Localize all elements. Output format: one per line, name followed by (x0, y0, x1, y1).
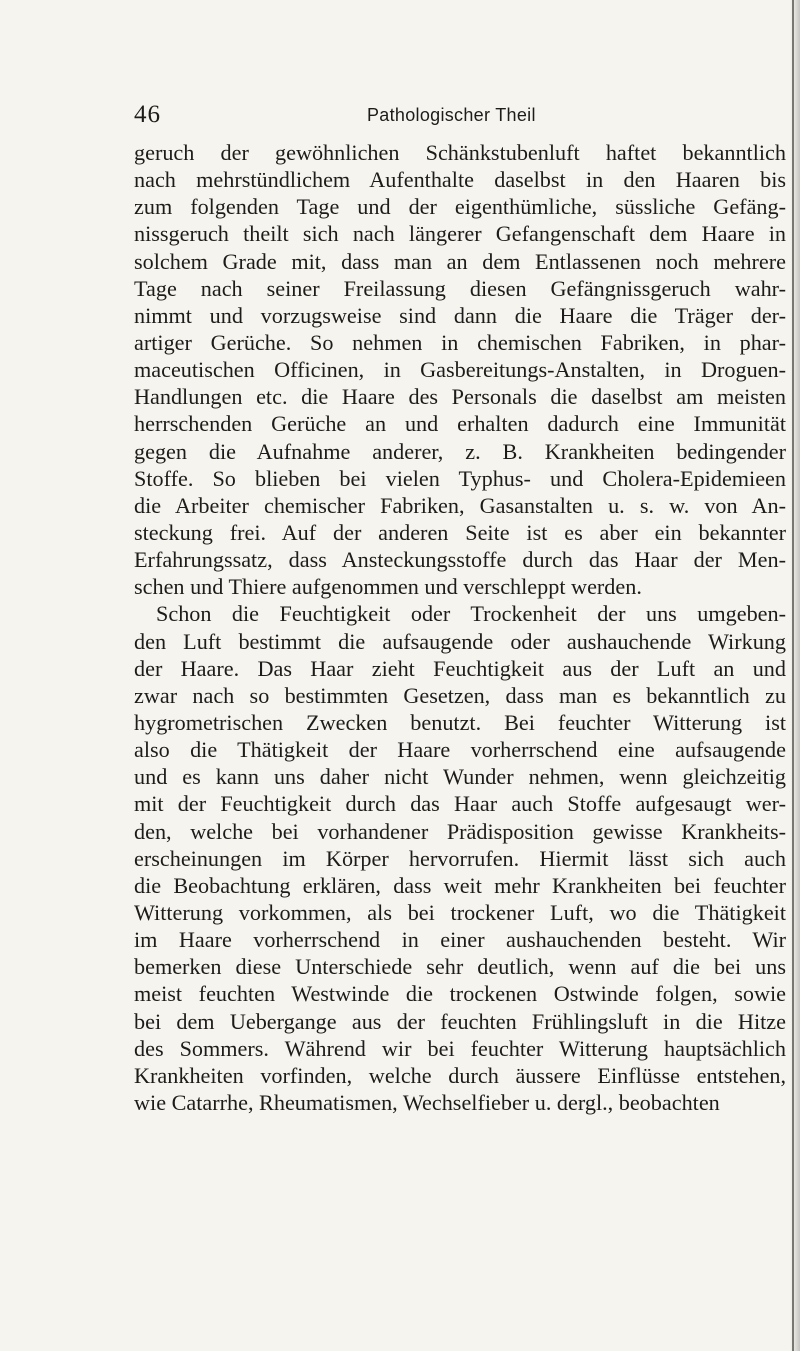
body-text (134, 139, 786, 1116)
text-line: des Sommers. Während wir bei feuchter Witterung hauptsächlich (134, 1035, 786, 1061)
text-line: geruch der gewöhnlichen Schänkstubenluft haftet bekanntlich (134, 140, 786, 165)
page-number: 46 (134, 101, 161, 128)
text-line: maceutischen Officinen, in Gasbereitungs-Anstalten, in Droguen- (134, 357, 786, 383)
text-line: Witterung vorkommen, als bei trockener Luft, wo die Thätigkeit (134, 899, 786, 925)
text-line: den Luft bestimmt die aufsaugende oder aushauchende Wirkung (134, 628, 786, 654)
text-line: Handlungen etc. die Haare des Personals die daselbst am meisten (134, 384, 786, 410)
text-line: die Beobachtung erklären, dass weit mehr Krankheiten bei feuchter (134, 872, 786, 898)
text-line: herrschenden Gerüche an und erhalten dadurch eine Immunität (134, 411, 786, 437)
text-line: Erfahrungssatz, dass Ansteckungsstoffe durch das Haar der Men- (134, 547, 786, 573)
text-line: bei dem Uebergange aus der feuchten Frühlingsluft in die Hitze (134, 1008, 786, 1034)
text-line: nach mehrstündlichem Aufenthalte daselbst in den Haaren bis (134, 167, 786, 193)
text-line: also die Thätigkeit der Haare vorherrschend eine aufsaugende (134, 737, 786, 763)
text-line: Tage nach seiner Freilassung diesen Gefängnissgeruch wahr- (134, 275, 786, 301)
text-line: zum folgenden Tage und der eigenthümliche, süssliche Gefäng- (134, 194, 786, 220)
text-line: mit der Feuchtigkeit durch das Haar auch Stoffe aufgesaugt wer- (134, 791, 786, 817)
text-line: steckung frei. Auf der anderen Seite ist es aber ein bekannter (134, 519, 786, 545)
text-line: die Arbeiter chemischer Fabriken, Gasanstalten u. s. w. von An- (134, 492, 786, 518)
text-line: bemerken diese Unterschiede sehr deutlich, wenn auf die bei uns (134, 954, 786, 980)
text-line: Krankheiten vorfinden, welche durch äussere Einflüsse entstehen, (134, 1062, 786, 1088)
text-line: erscheinungen im Körper hervorrufen. Hiermit lässt sich auch (134, 845, 786, 871)
text-line: meist feuchten Westwinde die trockenen Ostwinde folgen, sowie (134, 981, 786, 1007)
text-line: nissgeruch theilt sich nach längerer Gefangenschaft dem Haare in (134, 221, 786, 247)
running-head: Pathologischer Theil (367, 105, 536, 125)
text-line: den, welche bei vorhandener Prädisposition gewisse Krankheits- (134, 818, 786, 844)
page-edge-line (792, 0, 794, 1351)
text-line: solchem Grade mit, dass man an dem Entlassenen noch mehrere (134, 248, 786, 274)
text-line: gegen die Aufnahme anderer, z. B. Krankheiten bedingender (134, 438, 786, 464)
page-header (134, 100, 784, 130)
text-line: im Haare vorherrschend in einer aushauchenden besteht. Wir (134, 927, 786, 953)
text-line: zwar nach so bestimmten Gesetzen, dass man es bekanntlich zu (134, 682, 786, 708)
text-line: hygrometrischen Zwecken benutzt. Bei feuchter Witterung ist (134, 709, 786, 735)
text-line: wie Catarrhe, Rheumatismen, Wechselfieber u. dergl., beobachten (134, 1089, 720, 1115)
text-line: der Haare. Das Haar zieht Feuchtigkeit aus der Luft an und (134, 655, 786, 681)
text-line: Stoffe. So blieben bei vielen Typhus- und Cholera-Epidemieen (134, 465, 786, 491)
text-line: nimmt und vorzugsweise sind dann die Haare die Träger der- (134, 302, 786, 328)
text-line: schen und Thiere aufgenommen und verschleppt werden. (134, 574, 642, 600)
text-line: artiger Gerüche. So nehmen in chemischen Fabriken, in phar- (134, 329, 786, 355)
text-line: und es kann uns daher nicht Wunder nehmen, wenn gleichzeitig (134, 764, 786, 790)
text-line: Schon die Feuchtigkeit oder Trockenheit der uns umgeben- (156, 601, 786, 627)
